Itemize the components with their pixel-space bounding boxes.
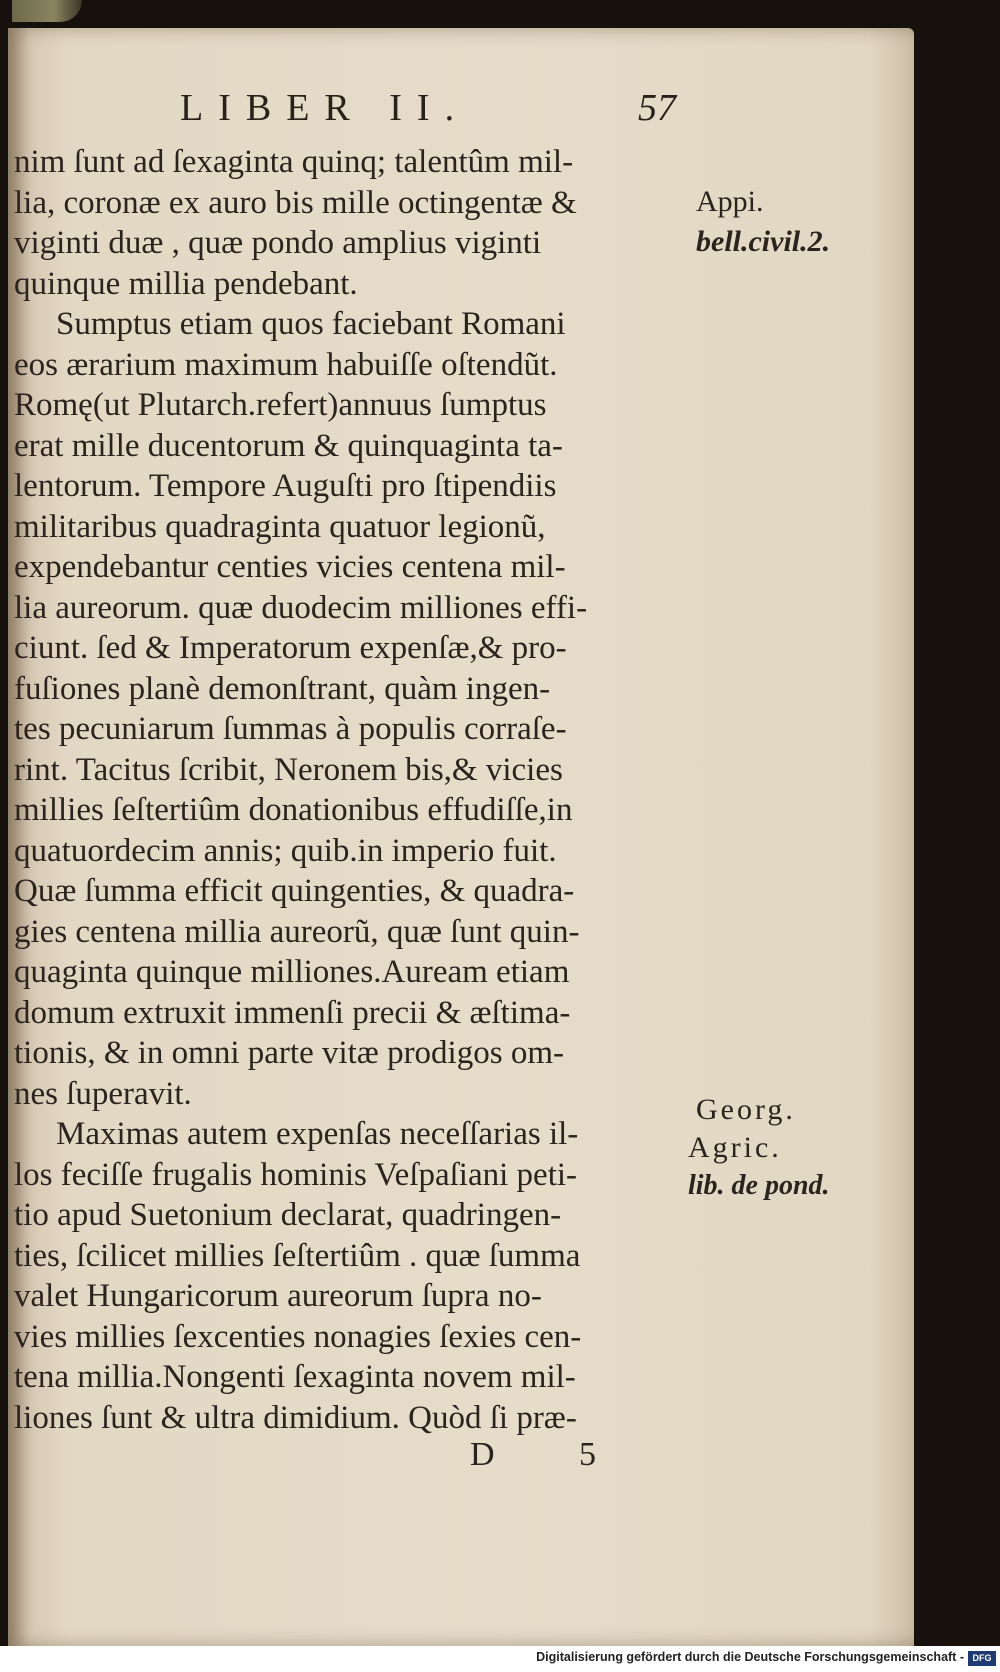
text-line: nes ſuperavit. <box>14 1075 192 1112</box>
digitization-footer <box>0 1646 1000 1672</box>
body-text <box>14 142 690 1438</box>
text-line: ties, ſcilicet millies ſeſtertiûm . quæ ſumma <box>14 1237 581 1274</box>
text-line: lia, coronæ ex auro bis mille octingentæ & <box>14 184 577 221</box>
text-line: expendebantur centies vicies centena mil- <box>14 549 566 585</box>
text-line: tio apud Suetonium declarat, quadringen- <box>14 1197 562 1233</box>
dfg-logo: DFG <box>968 1651 996 1666</box>
book-page <box>8 28 914 1646</box>
margin-note-line: Georg. <box>696 1093 796 1126</box>
text-line: quinque millia pendebant. <box>14 265 358 302</box>
text-line: lia aureorum. quæ duodecim milliones effi- <box>14 589 588 626</box>
page-header <box>8 86 914 136</box>
text-line: liones ſunt & ultra dimidium. Quòd ſi præ- <box>14 1399 577 1436</box>
text-line: vies millies ſexcenties nonagies ſexies cen- <box>14 1318 582 1355</box>
margin-note-line: bell.civil.2. <box>696 225 831 258</box>
text-line: ciunt. ſed & Imperatorum expenſæ,& pro- <box>14 630 567 666</box>
margin-note-appian <box>696 182 830 262</box>
text-line: erat mille ducentorum & quinquaginta ta- <box>14 427 563 464</box>
text-line: militaribus quadraginta quatuor legionũ, <box>14 508 546 545</box>
text-line: tionis, & in omni parte vitæ prodigos om- <box>14 1035 564 1071</box>
page-number: 57 <box>638 87 676 129</box>
text-line: fuſiones planè demonſtrant, quàm ingen- <box>14 670 551 707</box>
margin-note-line: lib. de pond. <box>688 1170 830 1201</box>
text-line: viginti duæ , quæ pondo amplius viginti <box>14 225 542 261</box>
margin-note-line: Agric. <box>688 1131 782 1164</box>
text-line: tena millia.Nongenti ſexaginta novem mil- <box>14 1359 576 1395</box>
signature-mark: D 5 <box>470 1436 635 1473</box>
margin-note-agricola <box>688 1091 830 1205</box>
text-line: eos ærarium maximum habuiſſe oſtendũt. <box>14 346 558 383</box>
text-line: Sumptus etiam quos faciebant Romani <box>56 306 566 342</box>
margin-note-line: Appi. <box>696 185 764 218</box>
text-line: Romę(ut Plutarch.refert)annuus ſumptus <box>14 387 547 423</box>
text-line: valet Hungaricorum aureorum ſupra no- <box>14 1278 542 1314</box>
text-line: gies centena millia aureorũ, quæ ſunt quin- <box>14 913 580 950</box>
text-line: domum extruxit immenſi precii & æſtima- <box>14 994 571 1031</box>
footer-credit: Digitalisierung gefördert durch die Deutsche Forschungsgemeinschaft - <box>536 1650 964 1664</box>
book-cover-corner <box>12 0 82 22</box>
text-line: Maximas autem expenſas neceſſarias il- <box>56 1116 579 1152</box>
text-line: quaginta quinque milliones.Auream etiam <box>14 954 570 990</box>
text-line: nim ſunt ad ſexaginta quinq; talentûm mil- <box>14 144 574 180</box>
text-line: tes pecuniarum ſummas à populis corraſe- <box>14 711 567 747</box>
text-line: rint. Tacitus ſcribit, Neronem bis,& vicies <box>14 751 563 788</box>
text-line: los feciſſe frugalis hominis Veſpaſiani peti- <box>14 1156 578 1193</box>
text-line: Quæ ſumma efficit quingenties, & quadra- <box>14 873 575 909</box>
text-line: lentorum. Tempore Auguſti pro ſtipendiis <box>14 468 557 504</box>
text-line: quatuordecim annis; quib.in imperio fuit. <box>14 832 557 869</box>
text-line: millies ſeſtertiûm donationibus effudiſſe,in <box>14 792 573 828</box>
running-head: LIBER II. <box>180 87 470 129</box>
